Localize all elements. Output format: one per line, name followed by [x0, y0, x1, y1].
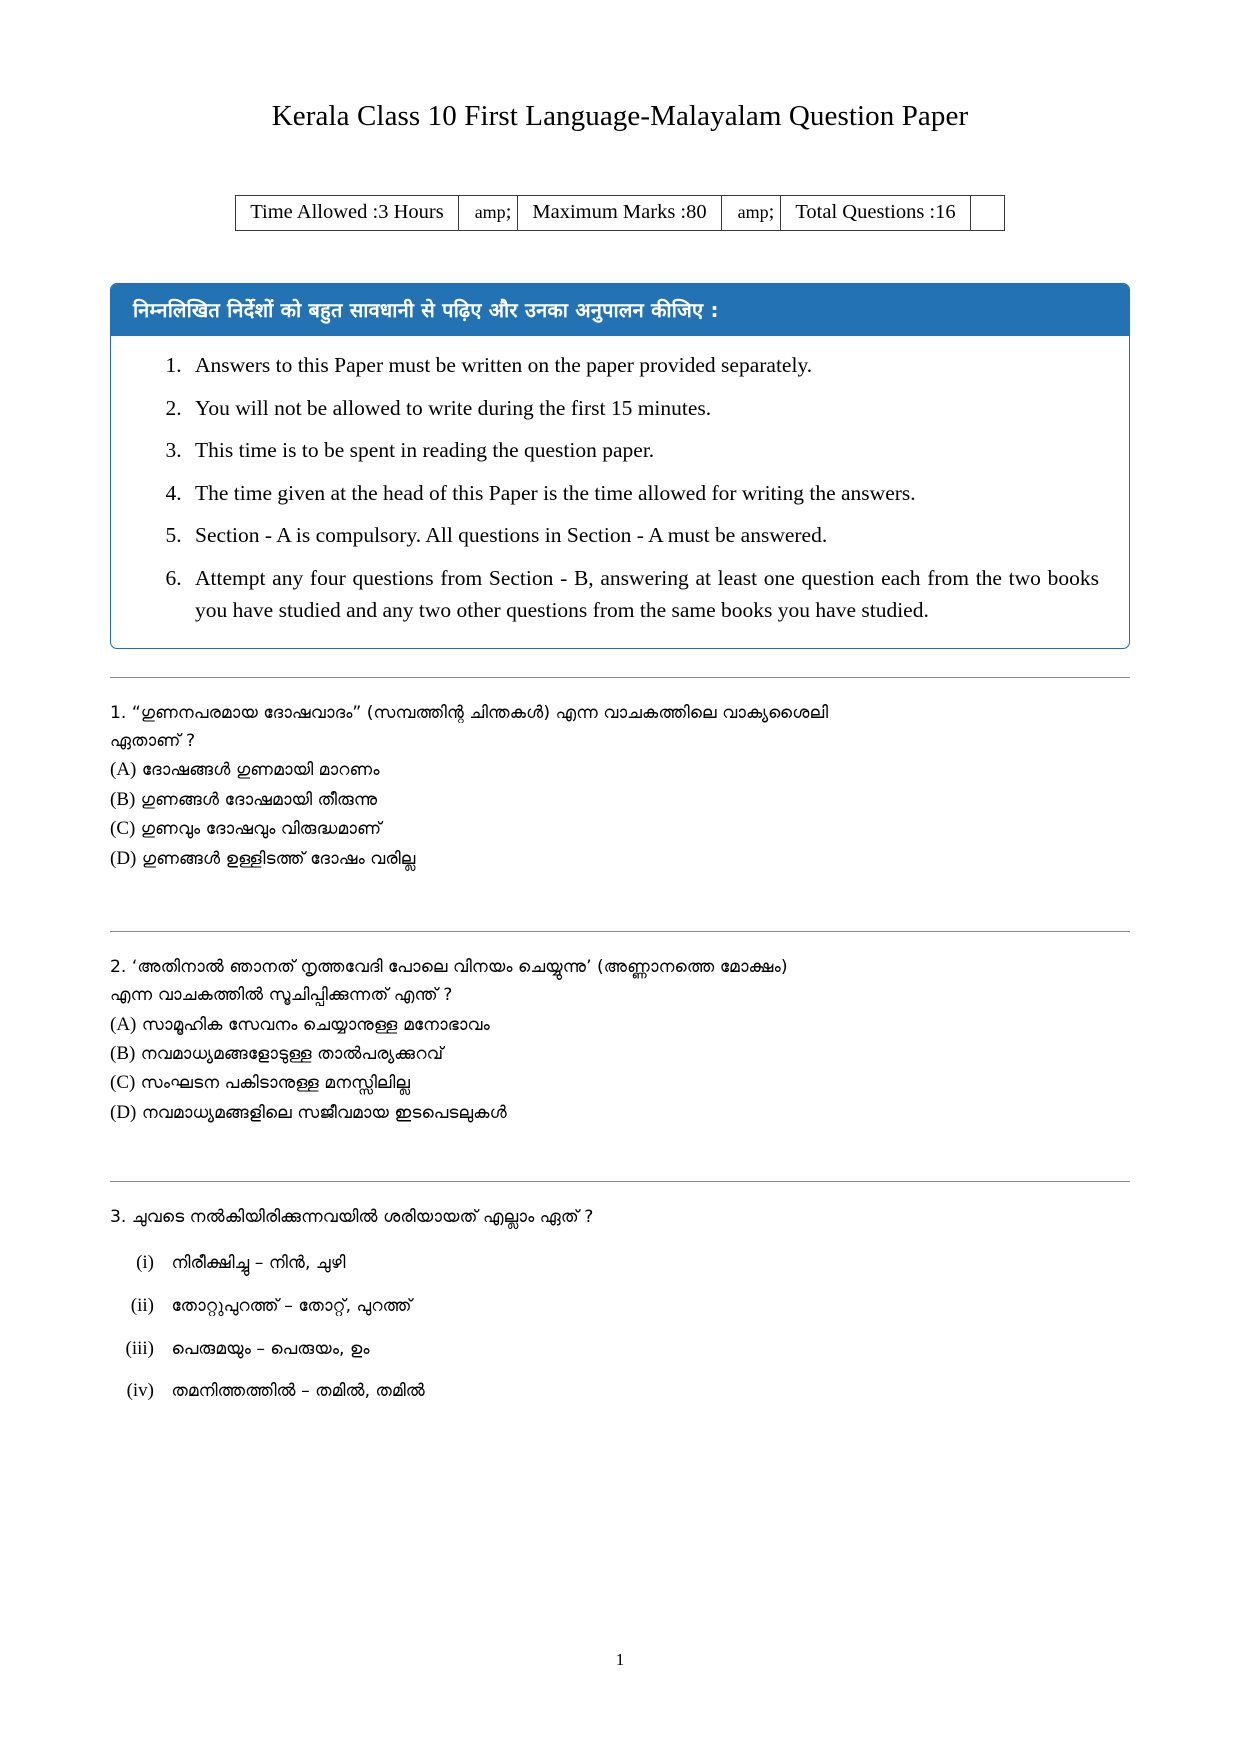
question-2-stem-line-1: 2. ‘അതിനാൽ ഞാനത് നൃത്തവേദി പോലെ വിനയം ചെയ്യുന്നു’ (അണ്ണാനത്തെ മോക്ഷം) [110, 957, 788, 978]
list-item: 3. This time is to be spent in reading the question paper. [187, 435, 1099, 467]
option-label: (A) [110, 1013, 137, 1035]
option-label: (D) [110, 847, 137, 869]
option-label: (C) [110, 818, 136, 840]
instructions-list [141, 350, 1099, 626]
list-item: 6. Attempt any four questions from Section - B, answering at least one question each from the two books you have studied and any two other questions from the same books you have studied. [187, 563, 1099, 626]
page-number: 1 [615, 1650, 625, 1669]
instructions-body [111, 336, 1129, 648]
time-allowed-cell: Time Allowed :3 Hours [236, 196, 458, 231]
question-2 [110, 954, 1130, 1127]
empty-cell [970, 196, 1004, 231]
question-1-option-a[interactable] [110, 755, 1130, 784]
question-3-subitem-iii[interactable] [110, 1318, 1130, 1361]
instructions-panel [110, 283, 1130, 649]
subitem-text: പെരുമയും – പെരുയം, ഉം [171, 1338, 370, 1359]
question-3 [110, 1204, 1130, 1403]
exam-meta-table [235, 195, 1005, 231]
list-item: 2. You will not be allowed to write during the first 15 minutes. [187, 393, 1099, 425]
option-label: (D) [110, 1101, 137, 1123]
question-3-subitem-iv[interactable] [110, 1360, 1130, 1403]
spacer [110, 873, 1130, 903]
maximum-marks-cell: Maximum Marks :80 [518, 196, 721, 231]
question-divider [110, 1181, 1130, 1182]
instructions-heading: निम्नलिखित निर्देशों को बहुत सावधानी से पढ़िए और उनका अनुपालन कीजिए : [111, 284, 1129, 336]
option-text: നവമാധ്യമങ്ങളിലെ സജീവമായ ഇടപെടലുകൾ [141, 1102, 507, 1123]
option-text: നവമാധ്യമങ്ങളോടുള്ള താൽപര്യക്കുറവ് [140, 1043, 444, 1064]
option-label: (B) [110, 1042, 136, 1064]
amp-label-2: amp [737, 202, 769, 222]
separator-cell-2: amp; [721, 196, 781, 231]
subitem-roman: (iii) [125, 1337, 154, 1359]
question-2-stem-line-2: എന്ന വാചകത്തിൽ സൂചിപ്പിക്കുന്നത് എന്ത് ? [110, 984, 453, 1005]
subitem-text: തോറ്റുപുറത്ത് – തോറ്റ്, പുറത്ത് [171, 1295, 412, 1316]
list-item: 4. The time given at the head of this Paper is the time allowed for writing the answers. [187, 478, 1099, 510]
spacer [110, 1127, 1130, 1153]
list-item: 1. Answers to this Paper must be written on the paper provided separately. [187, 350, 1099, 382]
question-1-option-b[interactable] [110, 785, 1130, 814]
subitem-text: തമനിത്തത്തിൽ – തമിൽ, തമിൽ [171, 1381, 425, 1402]
list-item: 5. Section - A is compulsory. All questions in Section - A must be answered. [187, 520, 1099, 552]
option-text: ഗുണവും ദോഷവും വിരുദ്ധമാണ് [140, 819, 382, 840]
question-1 [110, 700, 1130, 873]
subitem-roman: (iv) [126, 1380, 154, 1402]
option-text: ഗുണങ്ങൾ ദോഷമായി തീരുന്നു [140, 789, 378, 810]
option-text: ഗുണങ്ങൾ ഉള്ളിടത്ത് ദോഷം വരില്ല [141, 848, 416, 869]
question-1-stem-line-1: 1. “ഗുണനപരമായ ദോഷവാദം” (സമ്പത്തിന്റ ചിന്തകൾ) എന്ന വാചകത്തിലെ വാക്യശൈലി [110, 703, 829, 724]
question-2-option-b[interactable] [110, 1039, 1130, 1068]
option-text: ദോഷങ്ങൾ ഗുണമായി മാറണം [141, 760, 380, 781]
table-row [236, 196, 1005, 231]
option-label: (A) [110, 759, 137, 781]
subitem-text: നിരീക്ഷിച്ചു – നിൻ, ചുഴി [171, 1252, 346, 1273]
total-questions-cell: Total Questions :16 [781, 196, 970, 231]
question-3-subitem-i[interactable] [110, 1232, 1130, 1275]
subitem-roman: (ii) [130, 1294, 154, 1316]
question-2-option-c[interactable] [110, 1068, 1130, 1097]
exam-meta-section [110, 195, 1130, 231]
question-1-stem-line-2: ഏതാണ് ? [110, 730, 196, 751]
question-2-option-a[interactable] [110, 1010, 1130, 1039]
amp-label-1: amp [474, 202, 506, 222]
option-text: സാമൂഹിക സേവനം ചെയ്യാനുള്ള മനോഭാവം [141, 1014, 490, 1035]
question-1-option-c[interactable] [110, 814, 1130, 843]
question-1-option-d[interactable] [110, 844, 1130, 873]
question-2-option-d[interactable] [110, 1098, 1130, 1127]
question-3-stem: 3. ചുവടെ നൽകിയിരിക്കുന്നവയിൽ ശരിയായത് എല്ലാം ഏത് ? [110, 1207, 594, 1228]
option-text: സംഘടന പകിടാനുള്ള മനസ്സിലില്ല [140, 1073, 411, 1094]
page-title: Kerala Class 10 First Language-Malayalam Question Paper [271, 100, 969, 132]
subitem-roman: (i) [136, 1251, 154, 1273]
option-label: (C) [110, 1072, 136, 1094]
option-label: (B) [110, 788, 136, 810]
question-divider [110, 677, 1130, 678]
question-divider [110, 931, 1130, 932]
question-3-subitem-ii[interactable] [110, 1275, 1130, 1318]
separator-cell-1: amp; [458, 196, 518, 231]
